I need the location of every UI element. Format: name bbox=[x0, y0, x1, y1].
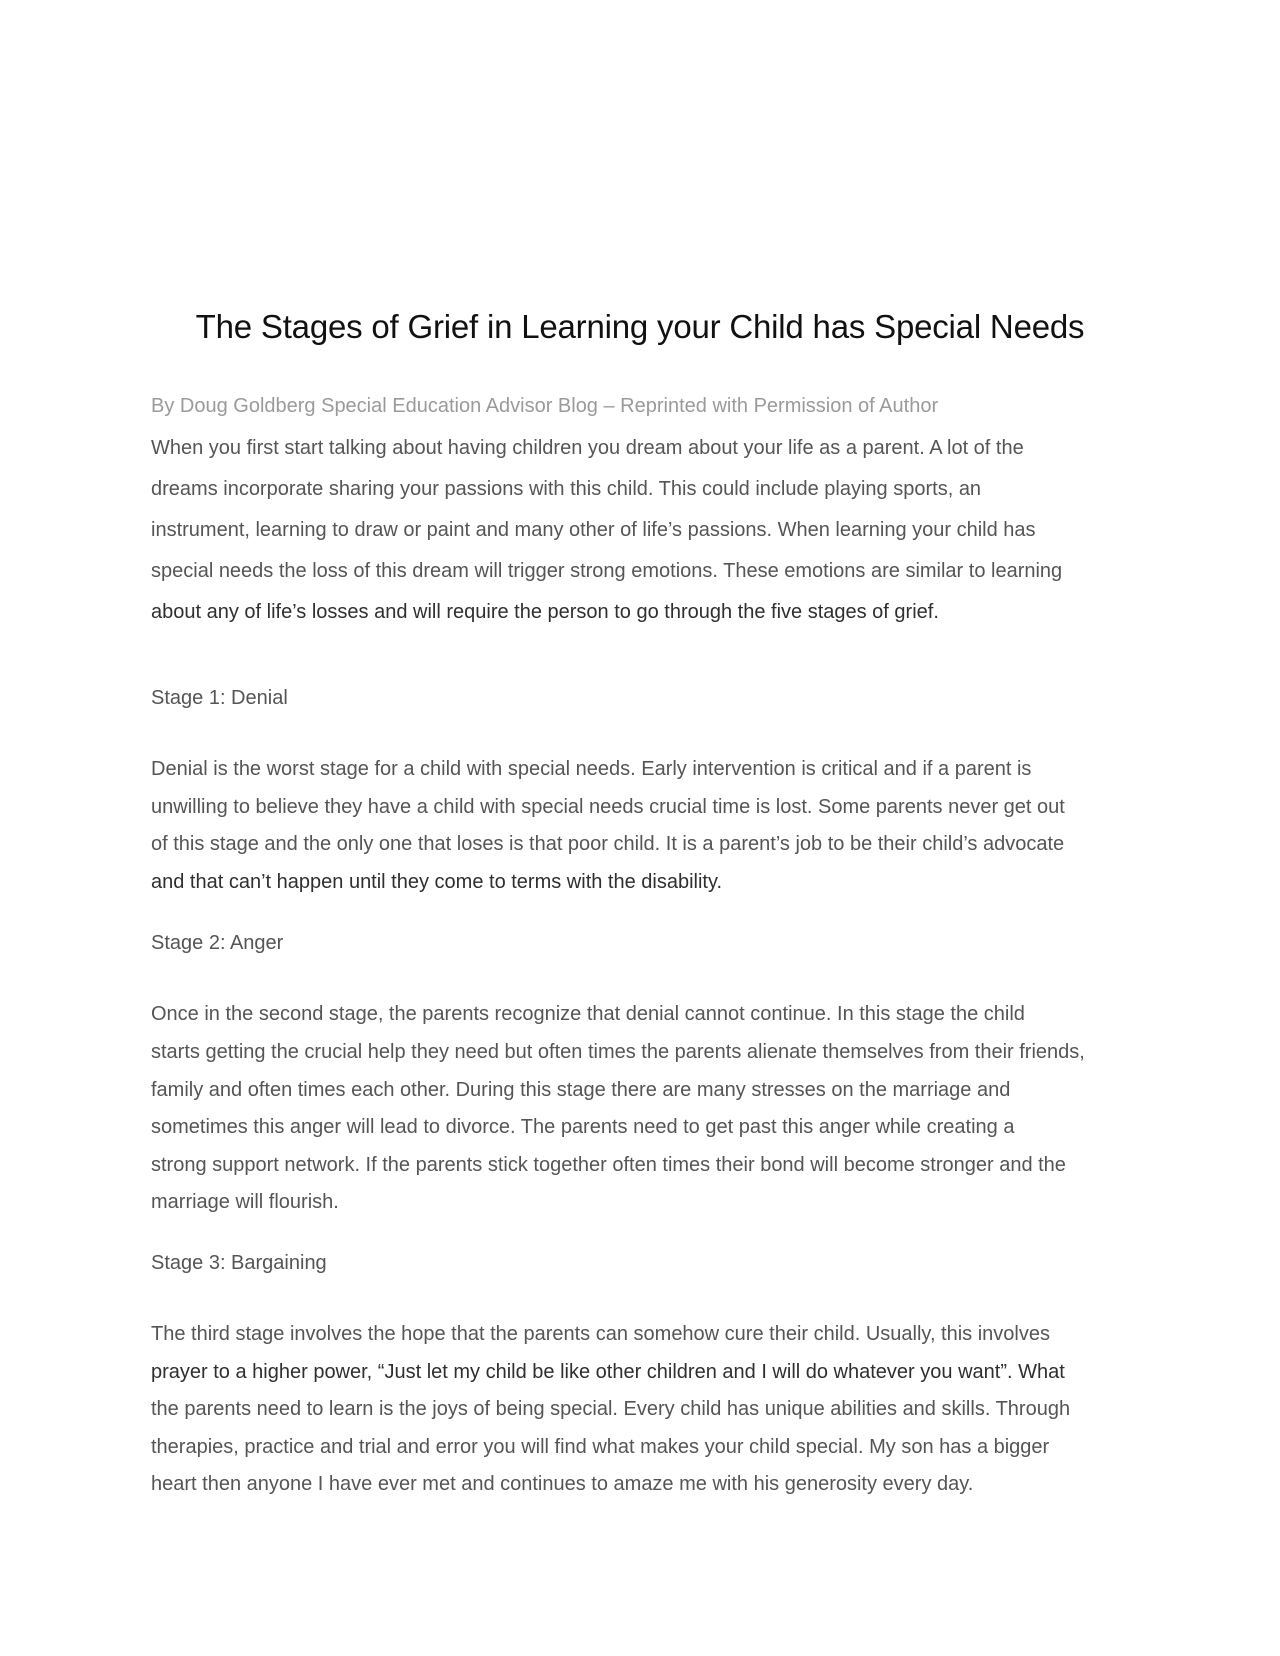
paragraph-line: starts getting the crucial help they need but often times the parents alienate themselves from their friends, bbox=[151, 1040, 1085, 1063]
paragraph-line: and that can’t happen until they come to terms with the disability. bbox=[151, 870, 723, 893]
intro-line: special needs the loss of this dream will trigger strong emotions. These emotions are similar to learning bbox=[151, 560, 1063, 582]
paragraph-line: heart then anyone I have ever met and continues to amaze me with his generosity every day. bbox=[151, 1473, 974, 1496]
paragraph-line: the parents need to learn is the joys of being special. Every child has unique abilities and skills. Through bbox=[151, 1398, 1071, 1421]
paragraph-line: marriage will flourish. bbox=[151, 1191, 339, 1214]
stage-1-paragraph bbox=[151, 751, 1141, 901]
paragraph-line: strong support network. If the parents stick together often times their bond will become stronger and the bbox=[151, 1153, 1066, 1176]
intro-line: instrument, learning to draw or paint and many other of life’s passions. When learning your child has bbox=[151, 519, 1036, 541]
byline: By Doug Goldberg Special Education Advisor Blog – Reprinted with Permission of Author bbox=[151, 395, 939, 417]
page-title: The Stages of Grief in Learning your Child has Special Needs bbox=[195, 308, 1085, 345]
intro-line: about any of life’s losses and will require the person to go through the five stages of grief. bbox=[151, 601, 939, 623]
paragraph-line: family and often times each other. During this stage there are many stresses on the marriage and bbox=[151, 1078, 1011, 1101]
paragraph-line: Denial is the worst stage for a child with special needs. Early intervention is critical and if a parent is bbox=[151, 758, 1032, 780]
intro-line: When you first start talking about having children you dream about your life as a parent. A lot of the bbox=[151, 437, 1024, 459]
paragraph-line: unwilling to believe they have a child with special needs crucial time is lost. Some parents never get out bbox=[151, 795, 1065, 818]
paragraph-line: sometimes this anger will lead to divorce. The parents need to get past this anger while creating a bbox=[151, 1116, 1015, 1139]
intro-line: dreams incorporate sharing your passions with this child. This could include playing sports, an bbox=[151, 478, 982, 500]
paragraph-line: prayer to a higher power, “Just let my child be like other children and I will do whatever you want”. What bbox=[151, 1360, 1065, 1383]
article-body bbox=[151, 393, 1141, 1504]
paragraph-line: Once in the second stage, the parents recognize that denial cannot continue. In this stage the child bbox=[151, 1003, 1025, 1026]
stage-2-paragraph bbox=[151, 996, 1141, 1222]
paragraph-line: The third stage involves the hope that the parents can somehow cure their child. Usually, this involves bbox=[151, 1322, 1050, 1345]
stage-2-heading: Stage 2: Anger bbox=[151, 932, 284, 955]
intro-paragraph bbox=[151, 428, 1141, 633]
stage-3-paragraph bbox=[151, 1316, 1141, 1504]
paragraph-line: therapies, practice and trial and error you will find what makes your child special. My son has a bigger bbox=[151, 1435, 1050, 1458]
stage-3-heading: Stage 3: Bargaining bbox=[151, 1251, 327, 1274]
paragraph-line: of this stage and the only one that loses is that poor child. It is a parent’s job to be their child’s advocate bbox=[151, 833, 1065, 856]
stage-1-heading: Stage 1: Denial bbox=[151, 687, 288, 709]
